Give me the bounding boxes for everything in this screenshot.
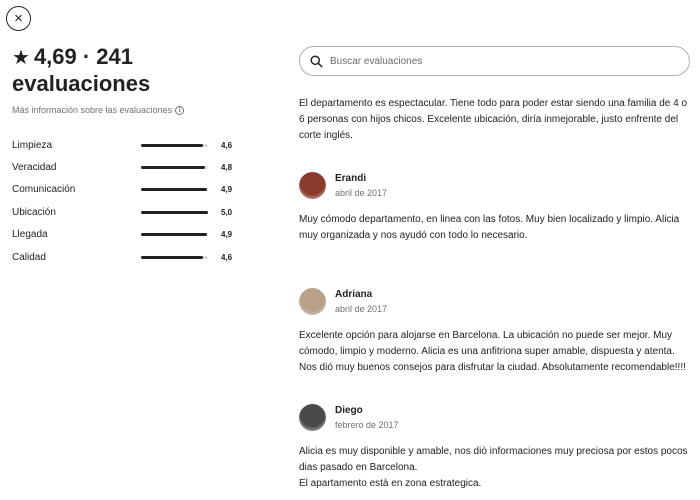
reviewer-name: Adriana xyxy=(335,288,373,300)
review-text-intro: El departamento es espectacular. Tiene todo para poder estar siendo una familia de 4 o 6 personas con hijos chicos. Excelente ubicación, diría inmejorable, justo enfrente del corte inglés. xyxy=(299,98,688,141)
avatar[interactable] xyxy=(299,404,326,431)
category-bar xyxy=(141,188,208,191)
category-label: Ubicación xyxy=(12,206,56,218)
review-text: Muy cómodo departamento, en linea con las fotos. Muy bien localizado y limpio. Alicia muy organizada y nos ayudó con todo lo necesario. xyxy=(299,214,680,241)
category-bar xyxy=(141,211,208,214)
search-input[interactable] xyxy=(330,56,660,67)
close-button[interactable] xyxy=(6,6,31,31)
category-value: 4,6 xyxy=(221,140,233,150)
reviewer-name: Diego xyxy=(335,404,363,416)
category-bar xyxy=(141,256,208,259)
search-icon xyxy=(310,55,323,68)
category-bar-fill xyxy=(141,188,207,191)
rating-line: 4,69 · 241 xyxy=(33,44,134,69)
category-label: Calidad xyxy=(12,251,46,263)
category-bar-fill xyxy=(141,233,207,236)
review-item xyxy=(299,170,694,244)
category-bar-fill xyxy=(141,166,205,169)
more-info-link[interactable] xyxy=(12,105,244,115)
page-title xyxy=(12,44,244,97)
category-value: 4,6 xyxy=(221,252,233,262)
category-row xyxy=(12,156,244,178)
search-box[interactable] xyxy=(299,46,690,76)
close-icon: × xyxy=(14,10,23,27)
review-date: abril de 2017 xyxy=(335,303,388,314)
category-label: Llegada xyxy=(12,229,48,241)
rating-summary xyxy=(12,44,244,115)
category-label: Limpieza xyxy=(12,139,53,151)
category-value: 5,0 xyxy=(221,207,233,217)
review-header xyxy=(299,170,694,200)
review-header xyxy=(299,402,694,432)
review-item xyxy=(299,286,694,376)
review-text: Alicia es muy disponible y amable, nos diò informaciones muy preciosa por estos pocos dias pasado en Barcelona. El apartamento està en zona estrategica. xyxy=(299,446,688,489)
category-bar-fill xyxy=(141,211,208,214)
category-label: Comunicación xyxy=(12,184,76,196)
category-row xyxy=(12,134,244,156)
more-info-text: Más información sobre las evaluaciones xyxy=(12,105,173,115)
review-date: febrero de 2017 xyxy=(335,419,399,430)
review-header xyxy=(299,286,694,316)
category-row xyxy=(12,201,244,223)
category-value: 4,9 xyxy=(221,185,233,195)
category-row xyxy=(12,224,244,246)
category-bar-fill xyxy=(141,256,203,259)
category-label: Veracidad xyxy=(12,162,57,174)
avatar[interactable] xyxy=(299,172,326,199)
category-row xyxy=(12,246,244,268)
review-date: abril de 2017 xyxy=(335,187,388,198)
category-ratings xyxy=(12,134,244,268)
category-row xyxy=(12,179,244,201)
category-bar-fill xyxy=(141,144,203,147)
review-count-label: evaluaciones xyxy=(12,71,151,96)
reviewer-name: Erandi xyxy=(335,172,367,184)
info-icon: i xyxy=(175,106,184,115)
category-bar xyxy=(141,144,208,147)
category-value: 4,8 xyxy=(221,163,233,173)
star-icon: ★ xyxy=(12,47,30,69)
review-text: Excelente opción para alojarse en Barcelona. La ubicación no puede ser mejor. Muy cómodo, limpio y moderno. Alicia es una anfitriona super amable, dispuesta y atenta. Nos dió muy buenos consejos para disfrutar la ciudad. Absolutamente recomendable!!!! xyxy=(299,330,686,373)
category-bar xyxy=(141,233,208,236)
avatar[interactable] xyxy=(299,288,326,315)
category-value: 4,9 xyxy=(221,230,233,240)
review-item xyxy=(299,402,694,492)
category-bar xyxy=(141,166,208,169)
